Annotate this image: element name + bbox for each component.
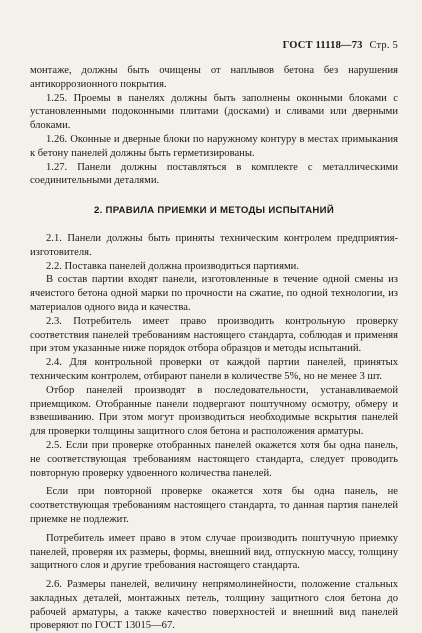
paragraph: 2.1. Панели должны быть приняты техническим контролем предприятия-изготовителя. (30, 232, 398, 258)
paragraph: монтаже, должны быть очищены от наплывов бетона без нарушения антикоррозионного покрытия. (30, 65, 398, 90)
paragraph: 2.6. Размеры панелей, величину непрямолинейности, положение стальных закладных деталей, монтажных петель, толщину защитного слоя бетона до рабочей арматуры, а также качество поверхностей и внешний вид панелей проверяют по ГОСТ 13015—67. (30, 579, 398, 632)
paragraph: Отбор панелей производят в последовательности, устанавливаемой приемщиком. Отобранные панели подвергают поштучному осмотру, обмеру и взвешиванию. При этом могут производиться необходимые вскрытия панелей для проверки толщины защитного слоя бетона и расположения арматуры. (30, 384, 398, 438)
paragraph: В состав партии входят панели, изготовленные в течение одной смены из ячеистого бетона одной марки по прочности на сжатие, по одной технологии, из материалов одного вида и качества. (30, 274, 398, 313)
paragraph: 1.25. Проемы в панелях должны быть заполнены оконными блоками с установленными подоконными плитами (досками) и сливами или дверными блоками. (30, 92, 398, 132)
paragraph: Если при повторной проверке окажется хотя бы одна панель, не соответствующая требованиям настоящего стандарта, то данная партия панелей приемке не подлежит. (30, 486, 398, 525)
body-text (30, 64, 398, 633)
paragraph: 2.5. Если при проверке отобранных панелей окажется хотя бы одна панель, не соответствующая требованиям настоящего стандарта, следует проводить повторную проверку удвоенного количества панелей. (30, 439, 398, 479)
paragraph: 2.3. Потребитель имеет право производить контрольную проверку соответствия панелей требованиям настоящего стандарта, соблюдая и применяя при этом указанные ниже порядок отбора образцов и методы испытаний. (30, 315, 398, 355)
page-number: Стр. 5 (369, 40, 398, 51)
running-header (283, 40, 398, 51)
doc-id: ГОСТ 11118—73 (282, 40, 363, 51)
paragraph: 1.27. Панели должны поставляться в комплекте с металлическими соединительными деталями. (30, 161, 398, 187)
paragraph: 2.2. Поставка панелей должна производиться партиями. (46, 260, 299, 272)
paragraph: Потребитель имеет право в этом случае производить поштучную приемку панелей, проверяя их размеры, формы, внешний вид, отпускную массу, толщину защитного слоя и другие требования настоящего стандарта. (30, 532, 398, 572)
paragraph: 1.26. Оконные и дверные блоки по наружному контуру в местах примыкания к бетону панелей должны быть герметизированы. (30, 133, 398, 159)
paragraph: 2.4. Для контрольной проверки от каждой партии панелей, принятых техническим контролем, отбирают панели в количестве 5%, но не менее 3 шт. (30, 357, 398, 382)
section-title: 2. ПРАВИЛА ПРИЕМКИ И МЕТОДЫ ИСПЫТАНИЙ (93, 205, 335, 217)
